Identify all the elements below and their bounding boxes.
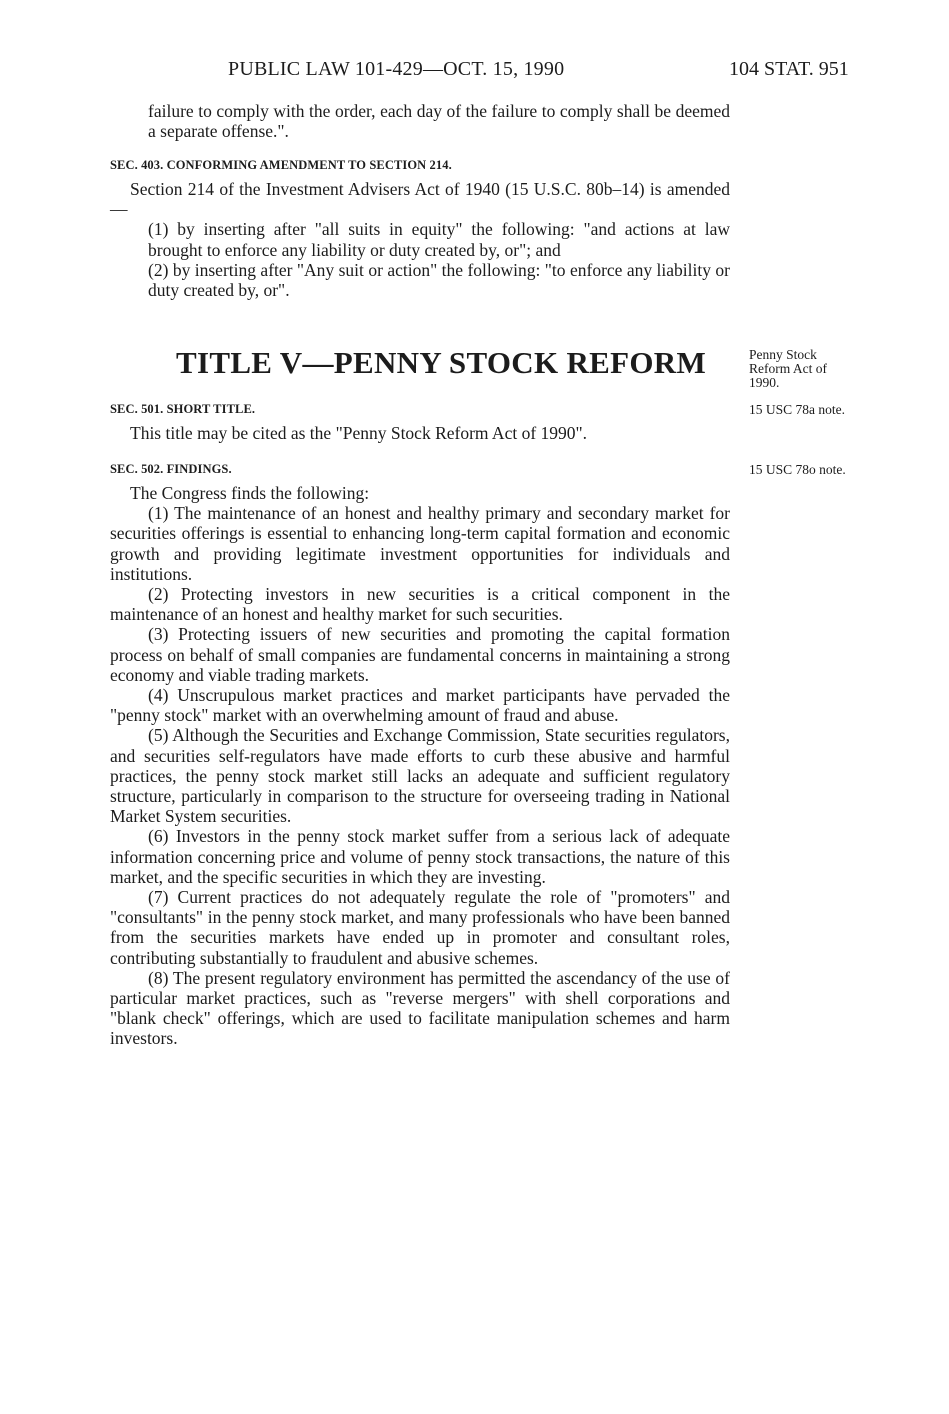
title-v-heading: TITLE V—PENNY STOCK REFORM <box>176 345 707 380</box>
finding-6: (6) Investors in the penny stock market suffer from a serious lack of adequate information concerning price and volume of penny stock transactions, the nature of this market, and the specific securities in which they are investing. <box>110 826 730 887</box>
finding-2: (2) Protecting investors in new securities is a critical component in the maintenance of an honest and healthy market for such securities. <box>110 584 730 625</box>
finding-1: (1) The maintenance of an honest and healthy primary and secondary market for securities offerings is essential to enhancing long-term capital formation and economic growth and providing legitimate investment opportunities for individuals and institutions. <box>110 503 730 584</box>
continuation-text: failure to comply with the order, each day of the failure to comply shall be deemed a separate offense.". <box>148 101 730 142</box>
section-501-heading: SEC. 501. SHORT TITLE. <box>110 402 256 416</box>
finding-3: (3) Protecting issuers of new securities and promoting the capital formation process on behalf of small companies are fundamental concerns in maintaining a strong economy and viable trading markets. <box>110 624 730 685</box>
continuation-block <box>110 101 730 141</box>
section-502 <box>110 462 730 1049</box>
section-502-margin-note: 15 USC 78o note. <box>749 462 846 477</box>
section-501-margin-note: 15 USC 78a note. <box>749 402 845 417</box>
section-501-text: This title may be cited as the "Penny Stock Reform Act of 1990". <box>130 423 588 443</box>
section-403-intro: Section 214 of the Investment Advisers Act of 1940 (15 U.S.C. 80b–14) is amended— <box>110 179 730 220</box>
finding-7: (7) Current practices do not adequately regulate the role of "promoters" and "consultants" in the penny stock market, and many professionals who have been banned from the securities markets have ended up in promoter and consultant roles, contributing substantially to fraudulent and abusive schemes. <box>110 887 730 968</box>
margin-note-line: 1990. <box>749 375 780 390</box>
section-403-heading: SEC. 403. CONFORMING AMENDMENT TO SECTION 214. <box>110 158 452 172</box>
section-501 <box>110 402 730 443</box>
finding-4: (4) Unscrupulous market practices and market participants have pervaded the "penny stock" market with an overwhelming amount of fraud and abuse. <box>110 685 730 726</box>
finding-8: (8) The present regulatory environment has permitted the ascendancy of the use of particular market practices, such as "reverse mergers" with shell corporations and "blank check" offerings, which are used to facilitate manipulation schemes and harm investors. <box>110 967 730 1049</box>
section-403 <box>110 158 730 300</box>
section-403-item-1: (1) by inserting after "all suits in equity" the following: "and actions at law brought to enforce any liability or duty created by, or"; and <box>148 219 730 260</box>
margin-note-line: Reform Act of <box>749 361 827 376</box>
finding-5: (5) Although the Securities and Exchange Commission, State securities regulators, and securities self-regulators have made efforts to curb these abusive and harmful practices, the penny stock market still lacks an adequate and sufficient regulatory structure, particularly in comparison to the structure for overseeing trading in National Market System securities. <box>110 725 730 827</box>
title-v-margin-note <box>749 348 827 390</box>
section-502-heading: SEC. 502. FINDINGS. <box>110 462 232 476</box>
margin-note-line: Penny Stock <box>749 347 817 362</box>
running-header: PUBLIC LAW 101-429—OCT. 15, 1990 <box>228 58 565 80</box>
section-502-intro: The Congress finds the following: <box>130 483 370 503</box>
section-403-item-2: (2) by inserting after "Any suit or action" the following: "to enforce any liability or duty created by, or". <box>148 259 730 301</box>
stat-page-number: 104 STAT. 951 <box>729 58 849 80</box>
